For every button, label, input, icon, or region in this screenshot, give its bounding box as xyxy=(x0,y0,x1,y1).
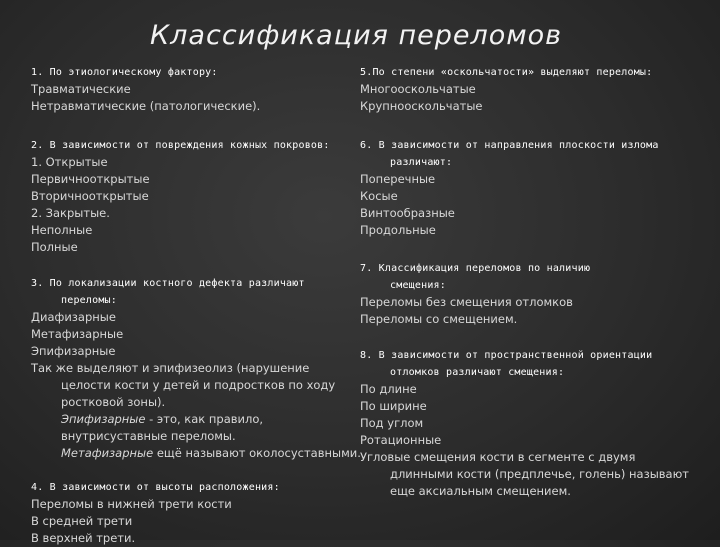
note-term: Эпифизарные xyxy=(61,412,146,426)
section-height xyxy=(31,479,361,547)
section-heading-line2: различают: xyxy=(390,157,453,168)
note-angular-displacement: Угловые смещения кости в сегменте с двумя длинными кости (предплечье, голень) называют еще аксиальным смещением. xyxy=(360,450,689,498)
list-item: Переломы со смещением. xyxy=(360,312,518,326)
list-item: В средней трети xyxy=(31,514,133,528)
section-displacement xyxy=(360,260,700,328)
section-fracture-plane xyxy=(360,137,700,239)
list-item: По длине xyxy=(360,382,417,396)
list-item: Вторичнооткрытые xyxy=(31,189,149,203)
list-item: В верхней трети. xyxy=(31,531,136,545)
list-item: Нетравматические (патологические). xyxy=(31,99,261,113)
section-heading xyxy=(360,260,700,294)
section-heading xyxy=(360,347,700,381)
list-item: Переломы в нижней трети кости xyxy=(31,497,232,511)
left-column xyxy=(31,64,361,547)
list-item: Метафизарные xyxy=(31,327,124,341)
list-item: Травматические xyxy=(31,82,131,96)
section-skin-damage xyxy=(31,137,361,256)
section-heading-line1: 6. В зависимости от направления плоскости излома xyxy=(360,140,659,151)
section-heading: 2. В зависимости от повреждения кожных покровов: xyxy=(31,140,330,151)
list-item: Крупнооскольчатые xyxy=(360,99,483,113)
list-item: Поперечные xyxy=(360,172,436,186)
note-text: ещё называют околосуставными. xyxy=(153,446,361,460)
section-heading-line2: переломы: xyxy=(61,295,117,306)
list-item: Ротационные xyxy=(360,433,442,447)
note-epiphysiolysis: Так же выделяют и эпифизеолиз (нарушение целости кости у детей и подростков по ходу ростковой зоны). xyxy=(31,361,336,409)
list-item: По ширине xyxy=(360,399,427,413)
note-metaphyseal xyxy=(31,445,361,462)
list-item: Неполные xyxy=(31,223,93,237)
section-heading-line2: отломков различают смещения: xyxy=(390,367,565,378)
list-item: Переломы без смещения отломков xyxy=(360,295,573,309)
list-item: Диафизарные xyxy=(31,310,116,324)
list-item: Полные xyxy=(31,240,78,254)
list-item: 2. Закрытые. xyxy=(31,206,110,220)
section-heading: 4. В зависимости от высоты расположения: xyxy=(31,482,280,493)
section-heading: 1. По этиологическому фактору: xyxy=(31,67,218,78)
note-epiphyseal xyxy=(31,411,361,445)
list-item: Эпифизарные xyxy=(31,344,116,358)
section-heading-line1: 3. По локализации костного дефекта различают xyxy=(31,278,305,289)
section-heading-line1: 7. Классификация переломов по наличию xyxy=(360,263,591,274)
section-comminution xyxy=(360,64,700,115)
section-heading xyxy=(360,137,700,171)
list-item: Многооскольчатые xyxy=(360,82,476,96)
section-etiology xyxy=(31,64,361,115)
note-term: Метафизарные xyxy=(61,446,154,460)
section-heading xyxy=(31,275,361,309)
section-heading-line2: смещения: xyxy=(390,280,446,291)
slide-title: Классификация переломов xyxy=(150,20,563,51)
section-heading-line1: 8. В зависимости от пространственной ориентации xyxy=(360,350,653,361)
section-spatial-orientation xyxy=(360,347,700,500)
note-text: - это, как правило, внутрисуставные переломы. xyxy=(61,412,264,443)
list-item: Продольные xyxy=(360,223,436,237)
section-heading: 5.По степени «оскольчатости» выделяют переломы: xyxy=(360,67,653,78)
right-column xyxy=(360,64,700,500)
section-localization xyxy=(31,275,361,462)
list-item: Косые xyxy=(360,189,398,203)
list-item: Первичнооткрытые xyxy=(31,172,150,186)
list-item: Под углом xyxy=(360,416,424,430)
list-item: Винтообразные xyxy=(360,206,455,220)
list-item: 1. Открытые xyxy=(31,155,108,169)
